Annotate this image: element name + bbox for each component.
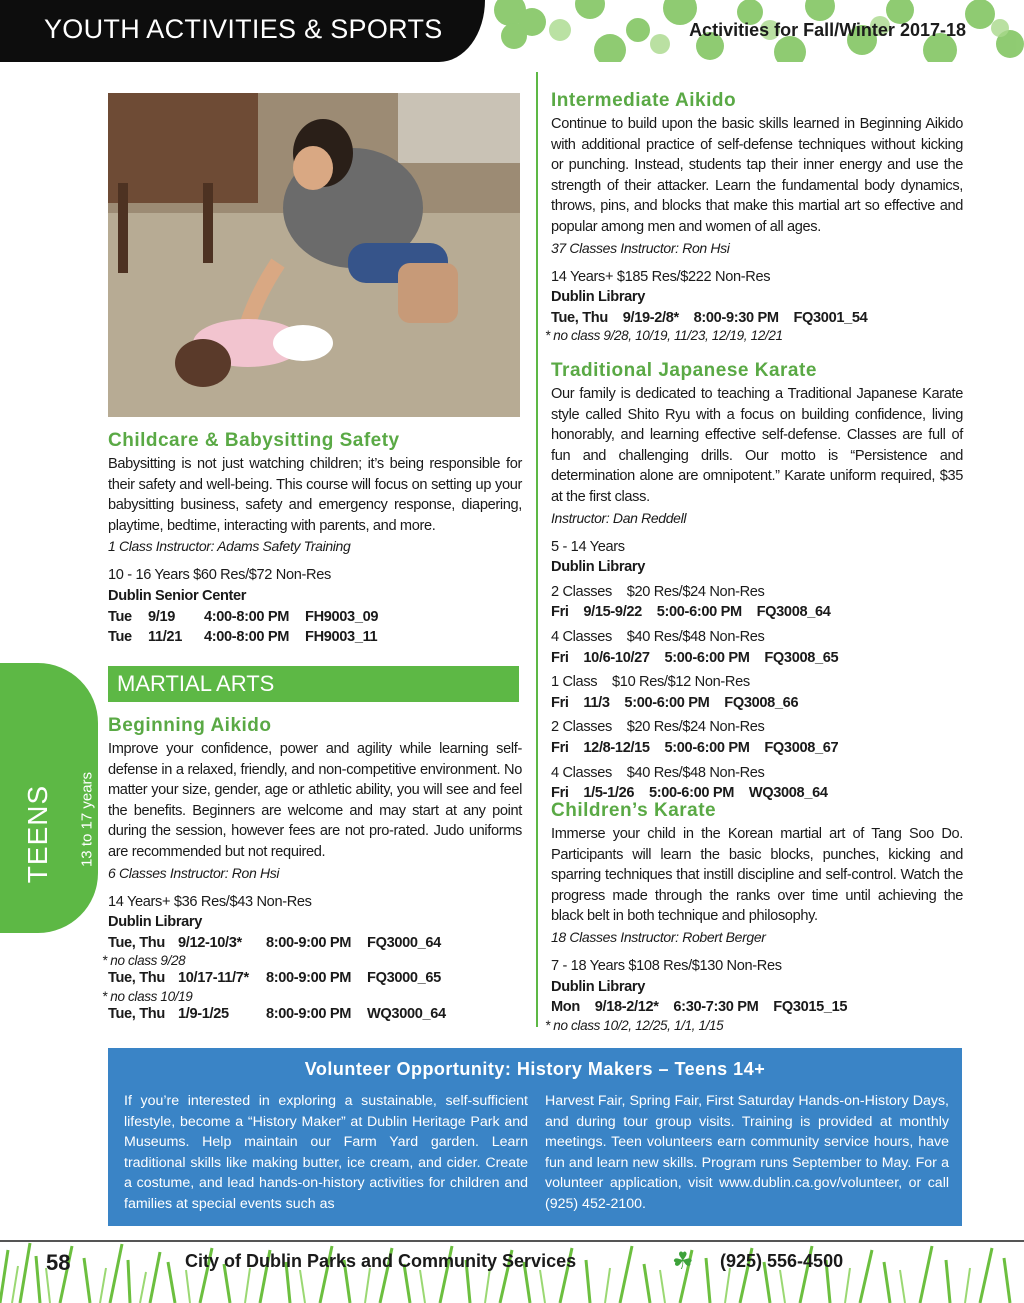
session-code: FQ3000_65 <box>367 970 441 987</box>
course-meta: 6 Classes Instructor: Ron Hsi <box>108 864 280 881</box>
location: Dublin Library <box>551 978 646 995</box>
session-row: Fri 11/3 5:00-6:00 PM FQ3008_66 <box>551 694 799 711</box>
session-row <box>108 968 522 989</box>
session-row: Fri 12/8-12/15 5:00-6:00 PM FQ3008_67 <box>551 739 839 756</box>
course-meta: 37 Classes Instructor: Ron Hsi <box>551 239 730 256</box>
footer-rule <box>0 1240 1024 1242</box>
age-range: 5 - 14 Years <box>551 538 625 555</box>
page-number: 58 <box>46 1250 71 1275</box>
session-row <box>108 627 522 648</box>
band-label: MARTIAL ARTS <box>117 671 275 696</box>
location: Dublin Senior Center <box>108 587 247 604</box>
session-note: * no class 9/28, 10/19, 11/23, 12/19, 12/21 <box>545 328 783 344</box>
session-day: Tue <box>108 608 132 625</box>
course-description: Immerse your child in the Korean martial art of Tang Soo Do. Participants will learn the basic blocks, punches, kicking and sparring techniques that instill discipline and self-control. Watch the progress made through the ranks over time until achieving the black belt in both technique and philosophy. <box>551 826 963 925</box>
childrens-karate-course <box>545 800 963 1033</box>
course-meta: 18 Classes Instructor: Robert Berger <box>551 928 766 945</box>
session-day: Tue, Thu <box>108 1005 165 1022</box>
column-divider <box>536 72 538 1027</box>
section-title-bar <box>0 0 485 62</box>
footer-phone: (925) 556-4500 <box>720 1251 844 1271</box>
session-date: 10/17-11/7* <box>178 970 249 987</box>
session-fee: 2 Classes $20 Res/$24 Non-Res <box>551 719 765 736</box>
side-tab-title: TEENS <box>22 784 53 884</box>
course-title: Traditional Japanese Karate <box>551 360 817 381</box>
session-fee: 4 Classes $40 Res/$48 Non-Res <box>551 764 765 781</box>
volunteer-text-col1: If you’re interested in exploring a sustainable, self-sufficient lifestyle, become a “History Maker” at Dublin Heritage Park and Museums. Help maintain our Farm Yard garden. Learn traditional skills like making butter, ice cream, and cider. Create a costume, and lead hands-on-history activities for children and families at special events such as <box>124 1093 528 1212</box>
martial-arts-band <box>108 666 519 702</box>
babysitting-photo <box>108 93 520 417</box>
volunteer-title: Volunteer Opportunity: History Makers – Teens 14+ <box>304 1059 766 1079</box>
session-note: * no class 10/19 <box>102 988 193 1004</box>
japanese-karate-course <box>551 360 963 804</box>
course-meta: 1 Class Instructor: Adams Safety Training <box>108 538 351 555</box>
session-row <box>108 933 522 954</box>
course-description: Improve your confidence, power and agility while learning self-defense in a relaxed, friendly, and non-competitive environment. No matter your size, gender, age or athletic ability, you will see and feel the benefits. Beginners are welcome and may start at any point during the session, however fees are not pro-rated. Judo uniforms are recommended but not required. <box>108 741 522 860</box>
session-time: 8:00-9:00 PM <box>266 934 352 951</box>
intermediate-aikido-course <box>545 90 963 344</box>
session-code: FQ3000_64 <box>367 934 441 951</box>
session-row: Mon 9/18-2/12* 6:30-7:30 PM FQ3015_15 <box>551 999 848 1016</box>
session-time: 8:00-9:00 PM <box>266 1005 352 1022</box>
childcare-course <box>108 430 522 648</box>
session-fee: 1 Class $10 Res/$12 Non-Res <box>551 674 750 691</box>
age-fee: 10 - 16 Years $60 Res/$72 Non-Res <box>108 567 331 584</box>
volunteer-text-col2: Harvest Fair, Spring Fair, First Saturday Hands-on-History Days, and during tour group visits. Training is provided at monthly meetings. Teen volunteers earn community service hours, have fun and learn new skills. Program runs September to May. For a volunteer application, visit www.dublin.ca.gov/volunteer, or call (925) 452-2100. <box>545 1093 949 1212</box>
course-description: Our family is dedicated to teaching a Traditional Japanese Karate style called Shito Ryu with a focus on building confidence, living honorably, and learning effective self-defense. Classes are full of fun and challenging drills. Our motto is “Persistence and determination alone are omnipotent.” Karate uniform required, $35 at the first class. <box>551 386 963 505</box>
session-code: WQ3000_64 <box>367 1005 446 1022</box>
session-time: 4:00-8:00 PM <box>204 608 290 625</box>
session-date: 9/12-10/3* <box>178 934 242 951</box>
age-fee: 14 Years+ $36 Res/$43 Non-Res <box>108 893 312 910</box>
page-header <box>0 0 1024 62</box>
session-fee: 2 Classes $20 Res/$24 Non-Res <box>551 583 765 600</box>
session-day: Tue, Thu <box>108 970 165 987</box>
session-row: Tue, Thu 9/19-2/8* 8:00-9:30 PM FQ3001_54 <box>551 309 868 326</box>
course-title: Children’s Karate <box>551 800 717 821</box>
session-time: 8:00-9:00 PM <box>266 970 352 987</box>
section-title: YOUTH ACTIVITIES & SPORTS <box>44 14 443 44</box>
age-fee: 14 Years+ $185 Res/$222 Non-Res <box>551 268 771 285</box>
session-row: Fri 10/6-10/27 5:00-6:00 PM FQ3008_65 <box>551 649 839 666</box>
photo-illustration <box>108 93 520 417</box>
session-note: * no class 10/2, 12/25, 1/1, 1/15 <box>545 1017 724 1033</box>
session-row: Fri 1/5-1/26 5:00-6:00 PM WQ3008_64 <box>551 785 828 802</box>
location: Dublin Library <box>108 914 203 931</box>
course-description: Continue to build upon the basic skills learned in Beginning Aikido with additional practice of self-defense techniques without kicking or punching. Instead, students tap their inner energy and use the strength of their attacker. Learn the fundamental body dynamics, throws, pins, and blocks that make this martial art so effective and popular among men and women of all ages. <box>551 116 963 235</box>
session-row <box>108 607 522 628</box>
session-time: 4:00-8:00 PM <box>204 629 290 646</box>
season-title: Activities for Fall/Winter 2017-18 <box>689 20 966 40</box>
footer-organization: City of Dublin Parks and Community Services <box>185 1251 577 1271</box>
session-date: 11/21 <box>148 629 182 646</box>
volunteer-box <box>108 1048 962 1226</box>
session-note: * no class 9/28 <box>102 953 186 969</box>
course-title: Childcare & Babysitting Safety <box>108 430 400 451</box>
session-code: FH9003_11 <box>305 629 378 646</box>
session-day: Tue <box>108 629 132 646</box>
session-fee: 4 Classes $40 Res/$48 Non-Res <box>551 628 765 645</box>
course-title: Beginning Aikido <box>108 715 272 736</box>
session-date: 1/9-1/25 <box>178 1005 229 1022</box>
session-date: 9/19 <box>148 608 176 625</box>
teens-side-tab <box>0 663 98 933</box>
shamrock-icon: ☘ <box>672 1248 694 1275</box>
age-fee: 7 - 18 Years $108 Res/$130 Non-Res <box>551 957 782 974</box>
course-title: Intermediate Aikido <box>551 90 737 111</box>
session-row <box>108 1004 522 1025</box>
location: Dublin Library <box>551 289 646 306</box>
course-description: Babysitting is not just watching children; it’s being responsible for their safety and well-being. This course will focus on setting up your babysitting business, safety and emergency response, diapering, playtime, bedtime, interacting with parents, and more. <box>108 456 522 534</box>
session-day: Tue, Thu <box>108 934 165 951</box>
session-code: FH9003_09 <box>305 608 379 625</box>
location: Dublin Library <box>551 559 646 576</box>
course-meta: Instructor: Dan Reddell <box>551 509 687 526</box>
session-row: Fri 9/15-9/22 5:00-6:00 PM FQ3008_64 <box>551 604 831 621</box>
side-tab-subtitle: 13 to 17 years <box>78 771 96 868</box>
beginning-aikido-course <box>102 715 522 1025</box>
